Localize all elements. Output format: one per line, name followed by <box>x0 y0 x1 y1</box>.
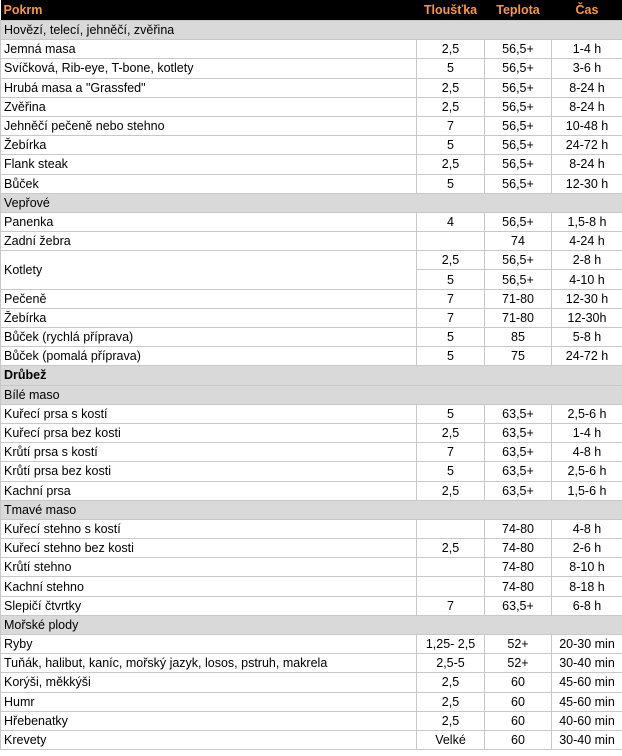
temperature-cell: 56,5+ <box>485 40 552 59</box>
table-row <box>1 481 622 500</box>
dish-cell: Tuňák, halibut, kaníc, mořský jazyk, losos, pstruh, makrela <box>1 654 417 673</box>
table-row <box>1 654 622 673</box>
section-row <box>1 21 622 40</box>
time-cell: 8-10 h <box>552 558 622 577</box>
table-row <box>1 443 622 462</box>
dish-cell: Kuřecí stehno s kostí <box>1 519 417 538</box>
temperature-cell: 56,5+ <box>485 155 552 174</box>
dish-cell: Kotlety <box>1 251 417 289</box>
thickness-cell: 2,5 <box>417 481 485 500</box>
table-row <box>1 558 622 577</box>
temperature-cell: 52+ <box>485 654 552 673</box>
section-title: Bílé maso <box>1 385 622 404</box>
temperature-cell: 60 <box>485 692 552 711</box>
time-cell: 24-72 h <box>552 347 622 366</box>
table-row <box>1 251 622 270</box>
temperature-cell: 63,5+ <box>485 481 552 500</box>
thickness-cell: 2,5 <box>417 251 485 270</box>
temperature-cell: 74-80 <box>485 519 552 538</box>
time-cell: 4-8 h <box>552 519 622 538</box>
time-cell: 1-4 h <box>552 40 622 59</box>
thickness-cell: 5 <box>417 404 485 423</box>
temperature-cell: 74-80 <box>485 539 552 558</box>
thickness-cell: 5 <box>417 136 485 155</box>
dish-cell: Flank steak <box>1 155 417 174</box>
dish-cell: Žebírka <box>1 308 417 327</box>
thickness-cell: 7 <box>417 289 485 308</box>
dish-cell: Zvěřina <box>1 97 417 116</box>
section-title: Vepřové <box>1 193 622 212</box>
thickness-cell: 4 <box>417 212 485 231</box>
temperature-cell: 74-80 <box>485 558 552 577</box>
dish-cell: Zadní žebra <box>1 232 417 251</box>
dish-cell: Krůtí prsa bez kosti <box>1 462 417 481</box>
table-row <box>1 596 622 615</box>
temperature-cell: 56,5+ <box>485 116 552 135</box>
thickness-cell: 7 <box>417 308 485 327</box>
header-temperature: Teplota <box>485 0 552 21</box>
temperature-cell: 60 <box>485 730 552 749</box>
time-cell: 1,5-6 h <box>552 481 622 500</box>
table-row <box>1 78 622 97</box>
temperature-cell: 63,5+ <box>485 596 552 615</box>
temperature-cell: 63,5+ <box>485 462 552 481</box>
table-row <box>1 462 622 481</box>
header-time: Čas <box>552 0 622 21</box>
table-row <box>1 635 622 654</box>
temperature-cell: 56,5+ <box>485 78 552 97</box>
dish-cell: Kuřecí stehno bez kosti <box>1 539 417 558</box>
thickness-cell: 7 <box>417 443 485 462</box>
dish-cell: Korýši, měkkýši <box>1 673 417 692</box>
section-row <box>1 385 622 404</box>
table-row <box>1 59 622 78</box>
time-cell: 3-6 h <box>552 59 622 78</box>
temperature-cell: 75 <box>485 347 552 366</box>
table-row <box>1 174 622 193</box>
time-cell: 1,5-8 h <box>552 212 622 231</box>
time-cell: 40-60 min <box>552 711 622 730</box>
time-cell: 4-8 h <box>552 443 622 462</box>
time-cell: 45-60 min <box>552 673 622 692</box>
thickness-cell: 2,5 <box>417 692 485 711</box>
time-cell: 8-24 h <box>552 155 622 174</box>
dish-cell: Hrubá masa a "Grassfed" <box>1 78 417 97</box>
dish-cell: Bůček (pomalá příprava) <box>1 347 417 366</box>
dish-cell: Kuřecí prsa s kostí <box>1 404 417 423</box>
header-row <box>1 0 622 21</box>
time-cell: 2,5-6 h <box>552 404 622 423</box>
time-cell: 8-18 h <box>552 577 622 596</box>
section-title: Tmavé maso <box>1 500 622 519</box>
temperature-cell: 85 <box>485 328 552 347</box>
time-cell: 20-30 min <box>552 635 622 654</box>
dish-cell: Krevety <box>1 730 417 749</box>
table-row <box>1 692 622 711</box>
table-body <box>1 21 622 750</box>
dish-cell: Jemná masa <box>1 40 417 59</box>
temperature-cell: 56,5+ <box>485 59 552 78</box>
table-row <box>1 232 622 251</box>
table-row <box>1 136 622 155</box>
dish-cell: Kachní stehno <box>1 577 417 596</box>
dish-cell: Kuřecí prsa bez kosti <box>1 423 417 442</box>
section-title: Drůbež <box>1 366 622 385</box>
table-row <box>1 155 622 174</box>
table-row <box>1 711 622 730</box>
temperature-cell: 60 <box>485 711 552 730</box>
dish-cell: Krůtí stehno <box>1 558 417 577</box>
temperature-cell: 56,5+ <box>485 97 552 116</box>
temperature-cell: 56,5+ <box>485 212 552 231</box>
table-row <box>1 730 622 749</box>
thickness-cell: 5 <box>417 462 485 481</box>
table-row <box>1 97 622 116</box>
thickness-cell: 7 <box>417 116 485 135</box>
time-cell: 12-30 h <box>552 174 622 193</box>
time-cell: 6-8 h <box>552 596 622 615</box>
time-cell: 2-8 h <box>552 251 622 270</box>
time-cell: 30-40 min <box>552 654 622 673</box>
time-cell: 45-60 min <box>552 692 622 711</box>
temperature-cell: 56,5+ <box>485 251 552 270</box>
thickness-cell: 2,5 <box>417 97 485 116</box>
temperature-cell: 56,5+ <box>485 270 552 289</box>
temperature-cell: 52+ <box>485 635 552 654</box>
dish-cell: Krůtí prsa s kostí <box>1 443 417 462</box>
time-cell: 30-40 min <box>552 730 622 749</box>
thickness-cell: 2,5 <box>417 78 485 97</box>
temperature-cell: 74 <box>485 232 552 251</box>
temperature-cell: 63,5+ <box>485 443 552 462</box>
dish-cell: Jehněčí pečeně nebo stehno <box>1 116 417 135</box>
temperature-cell: 56,5+ <box>485 136 552 155</box>
thickness-cell: 2,5 <box>417 155 485 174</box>
thickness-cell: 7 <box>417 596 485 615</box>
dish-cell: Hřebenatky <box>1 711 417 730</box>
temperature-cell: 63,5+ <box>485 423 552 442</box>
section-row <box>1 193 622 212</box>
section-title: Hovězí, telecí, jehněčí, zvěřina <box>1 21 622 40</box>
time-cell: 24-72 h <box>552 136 622 155</box>
temperature-cell: 63,5+ <box>485 404 552 423</box>
temperature-cell: 56,5+ <box>485 174 552 193</box>
table-row <box>1 289 622 308</box>
dish-cell: Slepičí čtvrtky <box>1 596 417 615</box>
dish-cell: Panenka <box>1 212 417 231</box>
thickness-cell: 5 <box>417 347 485 366</box>
table-row <box>1 308 622 327</box>
thickness-cell: 5 <box>417 270 485 289</box>
thickness-cell: 2,5 <box>417 423 485 442</box>
time-cell: 4-10 h <box>552 270 622 289</box>
thickness-cell <box>417 558 485 577</box>
table-row <box>1 212 622 231</box>
section-row <box>1 366 622 385</box>
thickness-cell <box>417 232 485 251</box>
time-cell: 4-24 h <box>552 232 622 251</box>
dish-cell: Bůček <box>1 174 417 193</box>
table-row <box>1 40 622 59</box>
time-cell: 12-30h <box>552 308 622 327</box>
dish-cell: Ryby <box>1 635 417 654</box>
dish-cell: Svíčková, Rib-eye, T-bone, kotlety <box>1 59 417 78</box>
table-row <box>1 328 622 347</box>
thickness-cell: 2,5 <box>417 40 485 59</box>
time-cell: 10-48 h <box>552 116 622 135</box>
thickness-cell: 2,5 <box>417 711 485 730</box>
table-row <box>1 539 622 558</box>
temperature-cell: 71-80 <box>485 289 552 308</box>
header-thickness: Tloušťka <box>417 0 485 21</box>
table-row <box>1 404 622 423</box>
dish-cell: Pečeně <box>1 289 417 308</box>
section-row <box>1 500 622 519</box>
thickness-cell: 2,5 <box>417 673 485 692</box>
time-cell: 8-24 h <box>552 78 622 97</box>
time-cell: 12-30 h <box>552 289 622 308</box>
table-row <box>1 673 622 692</box>
table-row <box>1 347 622 366</box>
thickness-cell: 1,25- 2,5 <box>417 635 485 654</box>
time-cell: 8-24 h <box>552 97 622 116</box>
dish-cell: Bůček (rychlá příprava) <box>1 328 417 347</box>
dish-cell: Humr <box>1 692 417 711</box>
thickness-cell: 5 <box>417 174 485 193</box>
time-cell: 1-4 h <box>552 423 622 442</box>
table-row <box>1 423 622 442</box>
thickness-cell: 2,5-5 <box>417 654 485 673</box>
section-title: Mořské plody <box>1 615 622 634</box>
temperature-cell: 60 <box>485 673 552 692</box>
thickness-cell: 5 <box>417 59 485 78</box>
thickness-cell <box>417 577 485 596</box>
temperature-cell: 74-80 <box>485 577 552 596</box>
header-dish: Pokrm <box>1 0 417 21</box>
dish-cell: Žebírka <box>1 136 417 155</box>
time-cell: 2-6 h <box>552 539 622 558</box>
section-row <box>1 615 622 634</box>
thickness-cell: 5 <box>417 328 485 347</box>
table-row <box>1 577 622 596</box>
table-row <box>1 116 622 135</box>
time-cell: 2,5-6 h <box>552 462 622 481</box>
thickness-cell <box>417 519 485 538</box>
table-row <box>1 519 622 538</box>
thickness-cell: Velké <box>417 730 485 749</box>
thickness-cell: 2,5 <box>417 539 485 558</box>
temperature-cell: 71-80 <box>485 308 552 327</box>
dish-cell: Kachní prsa <box>1 481 417 500</box>
time-cell: 5-8 h <box>552 328 622 347</box>
